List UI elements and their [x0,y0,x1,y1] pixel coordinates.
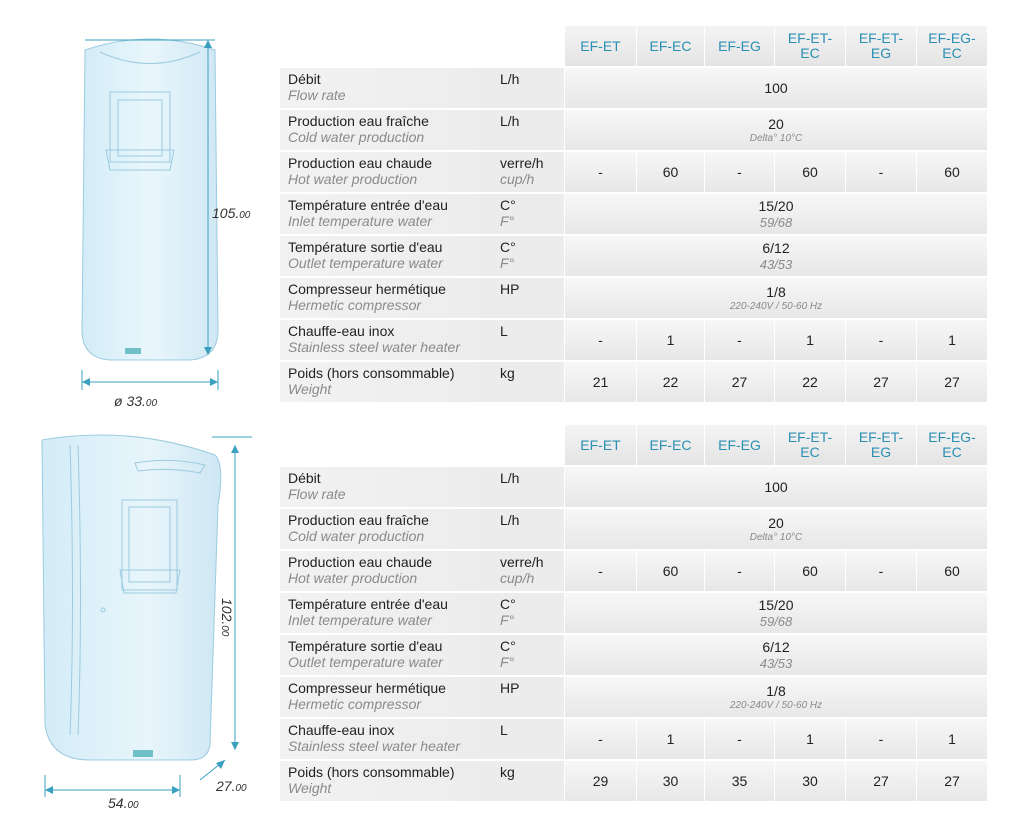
model-column-header: EF-EG [704,26,774,66]
label-english: Inlet temperature water [288,213,432,229]
table-row [280,234,987,276]
label-english: Outlet temperature water [288,255,443,271]
model-column-header: EF-ET- EC [774,425,845,465]
row-label [280,360,500,402]
merged-value [564,234,987,276]
table-row [280,318,987,360]
merged-value [564,591,987,633]
label-french: Production eau chaude [288,155,432,171]
unit-primary: C° [500,239,516,255]
label-english: Cold water production [288,129,425,145]
table-row [280,633,987,675]
table-row [280,108,987,150]
unit-primary: verre/h [500,155,544,171]
unit-primary: HP [500,680,520,696]
label-french: Chauffe-eau inox [288,323,395,339]
value-note: 220-240V / 50-60 Hz [729,301,823,312]
value-main: 1/8 [766,284,786,300]
value-cell: 1 [916,318,987,360]
model-column-header: EF-EC [636,425,704,465]
spec-table [280,425,987,801]
row-label [280,192,500,234]
value-cell: - [704,150,774,192]
label-english: Outlet temperature water [288,654,443,670]
merged-value [564,276,987,318]
label-french: Production eau fraîche [288,512,429,528]
row-label [280,234,500,276]
row-label [280,66,500,108]
value-cell: 1 [636,318,704,360]
bottom-width-label: 54.00 [108,795,139,811]
unit-primary: C° [500,596,516,612]
label-english: Flow rate [288,87,346,103]
label-english: Weight [288,780,332,796]
merged-value [564,465,987,507]
label-french: Compresseur hermétique [288,680,446,696]
row-unit [500,465,564,507]
unit-primary: kg [500,764,515,780]
table-row [280,276,987,318]
label-english: Flow rate [288,486,346,502]
row-unit [500,675,564,717]
unit-secondary: cup/h [500,570,535,586]
value-sub: 59/68 [759,215,793,230]
row-label [280,633,500,675]
unit-primary: L/h [500,71,520,87]
value-cell: 60 [916,549,987,591]
water-cooler-cylinder-illustration [70,30,230,410]
row-unit [500,591,564,633]
label-french: Compresseur hermétique [288,281,446,297]
unit-primary: C° [500,638,516,654]
table-row [280,360,987,402]
row-unit [500,66,564,108]
label-french: Température sortie d'eau [288,638,443,654]
label-french: Débit [288,71,321,87]
value-cell: 1 [774,717,845,759]
value-cell: - [845,150,916,192]
model-column-header: EF-EC [636,26,704,66]
table-row [280,675,987,717]
model-column-header: EF-ET [564,425,636,465]
bottom-height-label: 102.00 [219,598,235,637]
row-label [280,150,500,192]
value-cell: 60 [636,549,704,591]
table-row [280,66,987,108]
table-row [280,507,987,549]
value-main: 6/12 [762,639,790,655]
table-row [280,759,987,801]
merged-value [564,192,987,234]
row-unit [500,360,564,402]
merged-value [564,507,987,549]
model-column-header: EF-ET- EC [774,26,845,66]
row-label [280,465,500,507]
bottom-depth-label: 27.00 [216,778,247,794]
table-row [280,591,987,633]
table-row [280,465,987,507]
value-sub: 59/68 [759,614,793,629]
label-french: Chauffe-eau inox [288,722,395,738]
unit-primary: HP [500,281,520,297]
value-cell: 35 [704,759,774,801]
row-unit [500,276,564,318]
value-cell: - [845,549,916,591]
row-unit [500,318,564,360]
value-main: 100 [764,79,788,96]
value-sub: 43/53 [759,257,793,272]
row-unit [500,108,564,150]
unit-secondary: F° [500,255,515,271]
value-cell: 27 [916,759,987,801]
table-row [280,150,987,192]
row-unit [500,234,564,276]
table-row [280,192,987,234]
unit-primary: L [500,722,508,738]
model-column-header: EF-EG- EC [916,425,987,465]
value-cell: - [704,549,774,591]
row-label [280,591,500,633]
value-main: 1/8 [766,683,786,699]
value-cell: 27 [704,360,774,402]
merged-value [564,633,987,675]
unit-primary: L/h [500,470,520,486]
value-cell: 1 [774,318,845,360]
merged-value [564,66,987,108]
value-cell: - [564,549,636,591]
label-french: Poids (hors consommable) [288,365,455,381]
label-french: Température entrée d'eau [288,197,448,213]
value-cell: - [704,318,774,360]
value-cell: - [845,717,916,759]
row-label [280,717,500,759]
row-label [280,108,500,150]
unit-secondary: F° [500,654,515,670]
unit-primary: L/h [500,512,520,528]
unit-primary: kg [500,365,515,381]
value-note: Delta° 10°C [749,133,803,144]
value-cell: 60 [774,549,845,591]
row-label [280,549,500,591]
value-cell: - [845,318,916,360]
label-french: Production eau fraîche [288,113,429,129]
model-column-header: EF-ET [564,26,636,66]
label-english: Inlet temperature water [288,612,432,628]
value-sub: 43/53 [759,656,793,671]
value-cell: 60 [636,150,704,192]
value-cell: 30 [774,759,845,801]
label-english: Hot water production [288,171,418,187]
model-column-header: EF-EG- EC [916,26,987,66]
top-diameter-label: ø 33.00 [114,393,158,409]
label-english: Hermetic compressor [288,696,422,712]
spec-table [280,26,987,402]
value-cell: 60 [916,150,987,192]
table-row [280,717,987,759]
row-unit [500,717,564,759]
label-french: Température sortie d'eau [288,239,443,255]
row-unit [500,549,564,591]
top-height-label: 105.00 [212,205,251,221]
unit-primary: L/h [500,113,520,129]
row-label [280,759,500,801]
unit-secondary: F° [500,612,515,628]
value-cell: - [564,717,636,759]
label-french: Température entrée d'eau [288,596,448,612]
value-cell: 30 [636,759,704,801]
table-row [280,549,987,591]
value-cell: 27 [845,360,916,402]
value-main: 6/12 [762,240,790,256]
row-unit [500,192,564,234]
row-label [280,318,500,360]
label-english: Stainless steel water heater [288,738,460,754]
unit-primary: verre/h [500,554,544,570]
value-cell: - [704,717,774,759]
value-main: 20 [768,515,784,531]
spec-table-bottom [280,425,987,801]
merged-value [564,108,987,150]
spec-table-top [280,26,987,402]
row-label [280,507,500,549]
label-french: Poids (hors consommable) [288,764,455,780]
value-cell: 22 [774,360,845,402]
value-cell: 27 [845,759,916,801]
value-main: 20 [768,116,784,132]
value-cell: 27 [916,360,987,402]
value-cell: - [564,150,636,192]
label-english: Cold water production [288,528,425,544]
value-cell: 22 [636,360,704,402]
value-note: Delta° 10°C [749,532,803,543]
label-english: Stainless steel water heater [288,339,460,355]
row-unit [500,759,564,801]
model-column-header: EF-ET- EG [845,425,916,465]
table-header-row [280,26,987,66]
table-header-row [280,425,987,465]
value-note: 220-240V / 50-60 Hz [729,700,823,711]
value-main: 100 [764,478,788,495]
unit-primary: L [500,323,508,339]
label-english: Hermetic compressor [288,297,422,313]
unit-secondary: F° [500,213,515,229]
row-unit [500,633,564,675]
model-column-header: EF-ET- EG [845,26,916,66]
label-french: Débit [288,470,321,486]
value-main: 15/20 [758,597,794,613]
value-cell: - [564,318,636,360]
row-label [280,675,500,717]
label-english: Hot water production [288,570,418,586]
merged-value [564,675,987,717]
value-main: 15/20 [758,198,794,214]
row-unit [500,150,564,192]
unit-primary: C° [500,197,516,213]
unit-secondary: cup/h [500,171,535,187]
row-label [280,276,500,318]
label-english: Weight [288,381,332,397]
value-cell: 29 [564,759,636,801]
row-unit [500,507,564,549]
label-french: Production eau chaude [288,554,432,570]
model-column-header: EF-EG [704,425,774,465]
value-cell: 1 [916,717,987,759]
value-cell: 60 [774,150,845,192]
value-cell: 1 [636,717,704,759]
value-cell: 21 [564,360,636,402]
